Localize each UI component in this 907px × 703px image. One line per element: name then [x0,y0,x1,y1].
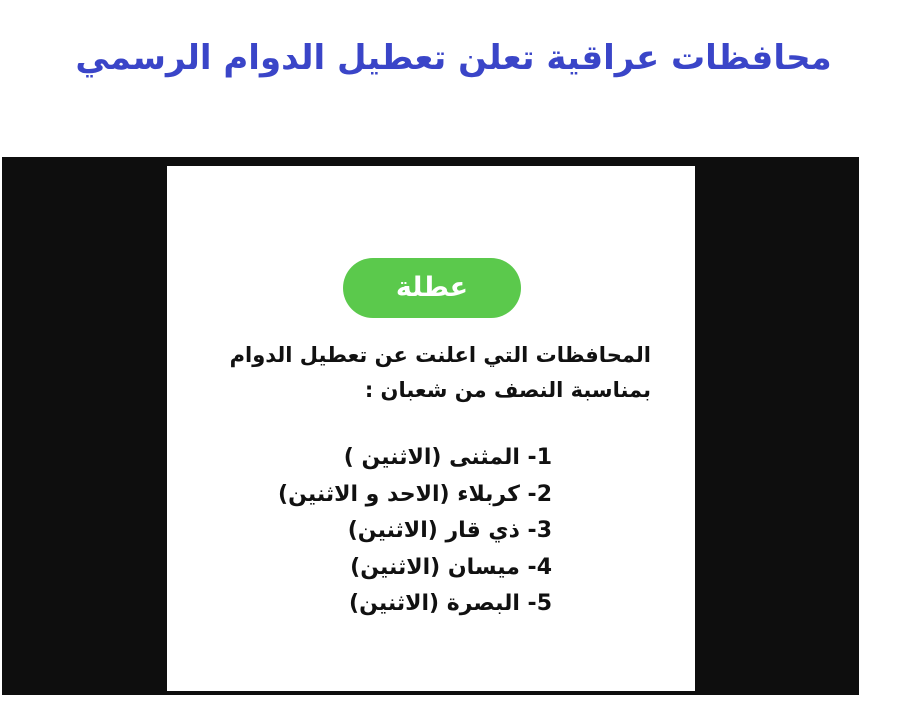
list-item: 3- ذي قار (الاثنين) [347,518,552,543]
governorate-list [197,440,552,623]
intro-line-2: بمناسبة النصف من شعبان : [364,378,651,402]
article-image [2,157,859,695]
list-item: 4- ميسان (الاثنين) [350,554,552,580]
holiday-badge: عطلة [343,258,521,318]
article-headline: محافظات عراقية تعلن تعطيل الدوام الرسمي [75,38,832,78]
intro-line-1: المحافظات التي اعلنت عن تعطيل الدوام [229,343,651,367]
list-item: 2- كربلاء (الاحد و الاثنين) [278,481,552,507]
announcement-intro [181,338,651,408]
list-item: 1- المثنى (الاثنين ) [343,445,552,470]
announcement-card [167,166,695,691]
list-item: 5- البصرة (الاثنين) [349,591,552,616]
